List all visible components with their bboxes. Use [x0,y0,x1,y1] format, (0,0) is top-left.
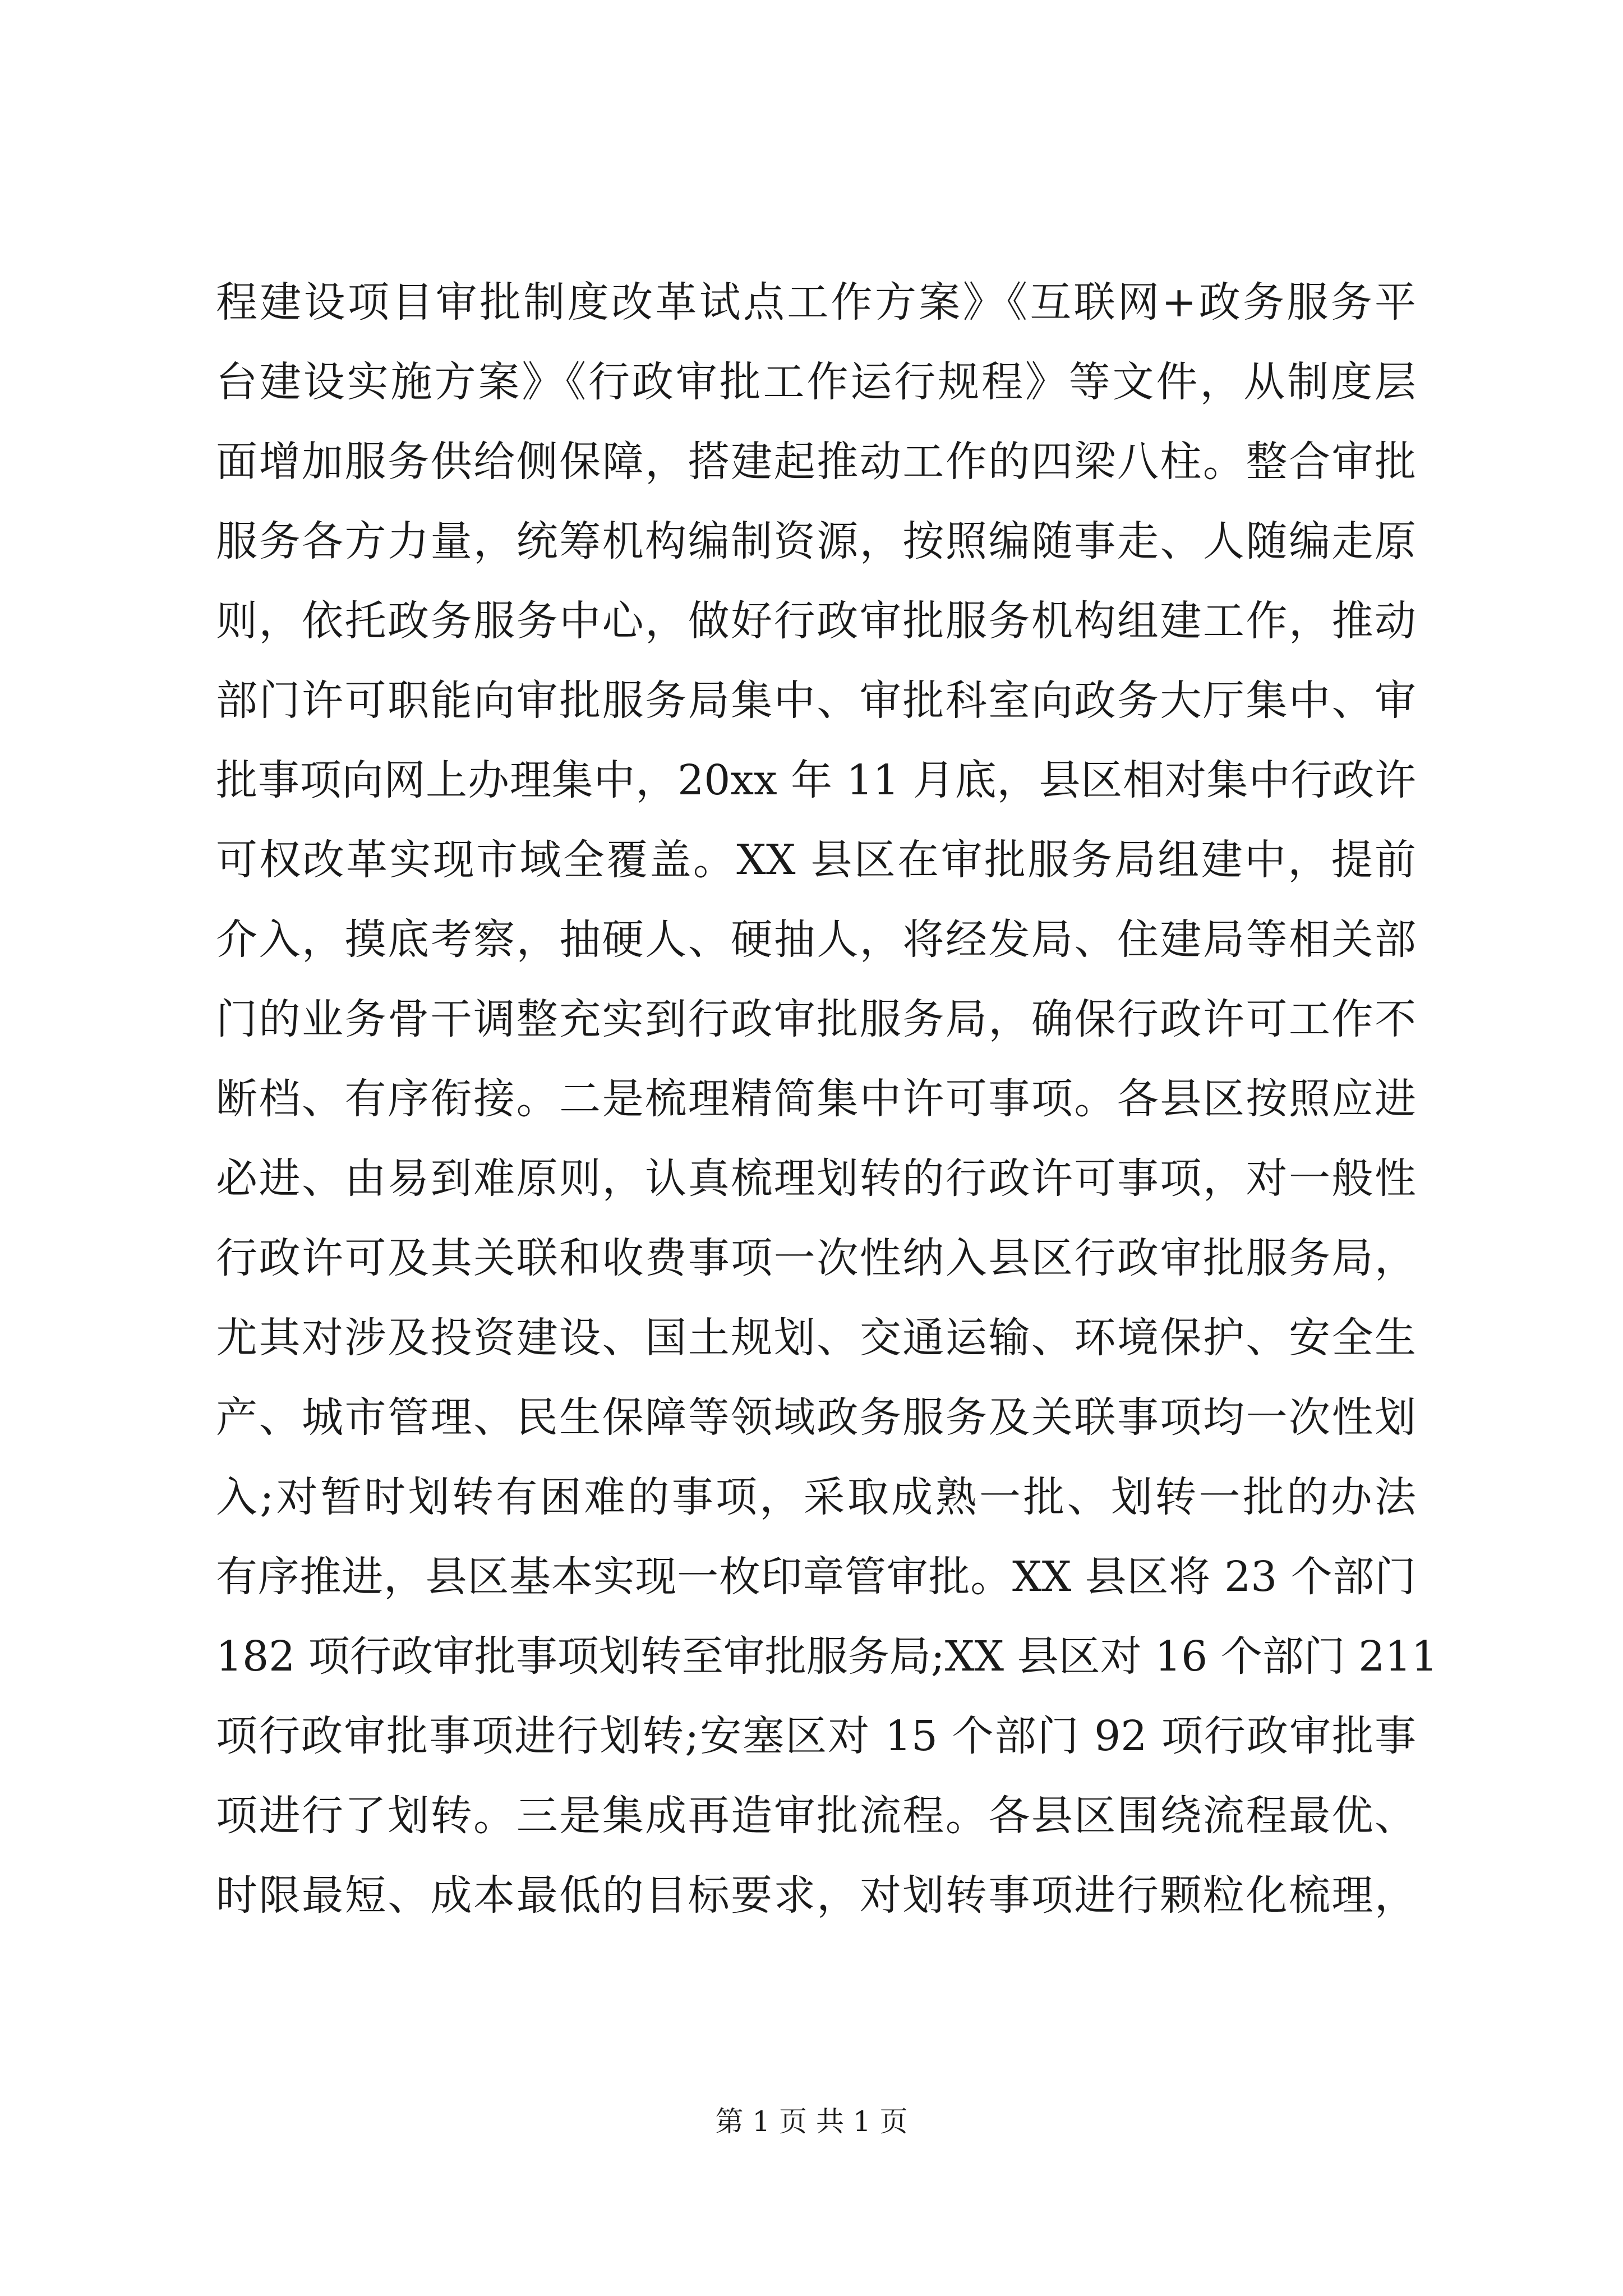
text-line: 项行政审批事项进行划转;安塞区对 15 个部门 92 项行政审批事 [216,1712,1416,1760]
text-line: 入;对暂时划转有困难的事项，采取成熟一批、划转一批的办法 [216,1473,1416,1521]
text-line: 182 项行政审批事项划转至审批服务局;XX 县区对 16 个部门 211 [216,1632,1438,1681]
text-line: 有序推进，县区基本实现一枚印章管审批。XX 县区将 23 个部门 [216,1553,1416,1601]
text-line: 断档、有序衔接。二是梳理精简集中许可事项。各县区按照应进 [216,1075,1416,1123]
text-line: 批事项向网上办理集中，20xx 年 11 月底，县区相对集中行政许 [216,756,1416,804]
text-line: 尤其对涉及投资建设、国土规划、交通运输、环境保护、安全生 [216,1314,1416,1362]
text-line: 必进、由易到难原则，认真梳理划转的行政许可事项，对一般性 [216,1154,1416,1203]
text-line: 介入，摸底考察，抽硬人、硬抽人，将经发局、住建局等相关部 [216,915,1416,964]
page-footer [0,2105,1623,2138]
text-line: 项进行了划转。三是集成再造审批流程。各县区围绕流程最优、 [216,1792,1416,1840]
text-line: 台建设实施方案》《行政审批工作运行规程》等文件，从制度层 [216,358,1416,406]
text-line: 可权改革实现市域全覆盖。XX 县区在审批服务局组建中，提前 [216,836,1416,884]
text-line: 则，依托政务服务中心，做好行政审批服务机构组建工作，推动 [216,597,1416,645]
text-line: 时限最短、成本最低的目标要求，对划转事项进行颗粒化梳理， [216,1871,1416,1920]
text-line: 部门许可职能向审批服务局集中、审批科室向政务大厅集中、审 [216,677,1416,725]
text-line: 面增加服务供给侧保障，搭建起推动工作的四梁八柱。整合审批 [216,438,1416,486]
text-line: 行政许可及其关联和收费事项一次性纳入县区行政审批服务局， [216,1234,1416,1282]
text-line: 门的业务骨干调整充实到行政审批服务局，确保行政许可工作不 [216,995,1416,1043]
body-text [216,263,1438,1935]
page-number-label: 第 1 页 共 1 页 [715,2105,908,2138]
text-line: 服务各方力量，统筹机构编制资源，按照编随事走、人随编走原 [216,517,1416,565]
text-line: 程建设项目审批制度改革试点工作方案》《互联网+政务服务平 [216,278,1416,326]
text-line: 产、城市管理、民生保障等领域政务服务及关联事项均一次性划 [216,1393,1416,1442]
